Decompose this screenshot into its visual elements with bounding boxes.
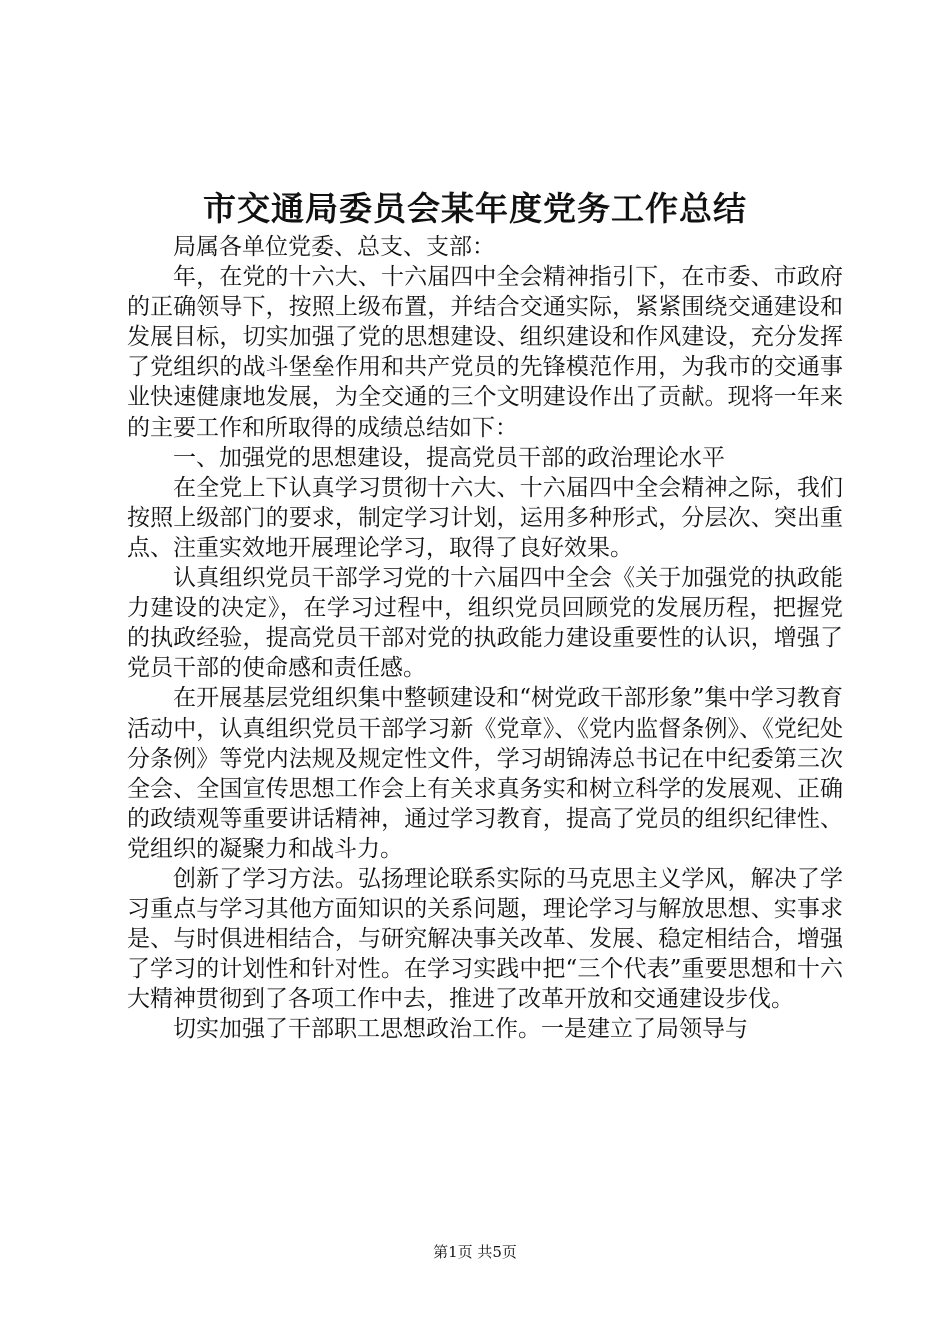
page-number-footer: 第1页 共5页 (433, 1243, 517, 1261)
salutation: 局属各单位党委、总支、支部： (173, 234, 495, 260)
document-body (127, 232, 843, 1045)
document-title: 市交通局委员会某年度党务工作总结 (203, 189, 747, 228)
section-heading: 一、加强党的思想建设，提高党员干部的政治理论水平 (173, 444, 725, 471)
body-paragraph: 认真组织党员干部学习党的十六届四中全会《关于加强党的执政能力建设的决定》，在学习过程中，组织党员回顾党的发展历程，把握党的执政经验，提高党员干部对党的执政能力建设重要性的认识，增强了党员干部的使命感和责任感。 (127, 565, 843, 682)
intro-paragraph: 年，在党的十六大、十六届四中全会精神指引下，在市委、市政府的正确领导下，按照上级布置，并结合交通实际，紧紧围绕交通建设和发展目标，切实加强了党的思想建设、组织建设和作风建设，充分发挥了党组织的战斗堡垒作用和共产党员的先锋模范作用，为我市的交通事业快速健康地发展，为全交通的三个文明建设作出了贡献。现将一年来的主要工作和所取得的成绩总结如下： (127, 264, 843, 441)
body-paragraph: 创新了学习方法。弘扬理论联系实际的马克思主义学风，解决了学习重点与学习其他方面知识的关系问题，理论学习与解放思想、实事求是、与时俱进相结合，与研究解决事关改革、发展、稳定相结合，增强了学习的计划性和针对性。在学习实践中把“三个代表”重要思想和十六大精神贯彻到了各项工作中去，推进了改革开放和交通建设步伐。 (127, 865, 843, 1013)
body-paragraph: 在全党上下认真学习贯彻十六大、十六届四中全会精神之际，我们按照上级部门的要求，制定学习计划，运用多种形式，分层次、突出重点、注重实效地开展理论学习，取得了良好效果。 (127, 474, 843, 561)
body-paragraph: 切实加强了干部职工思想政治工作。一是建立了局领导与 (173, 1016, 748, 1043)
body-paragraph: 在开展基层党组织集中整顿建设和“树党政干部形象”集中学习教育活动中，认真组织党员干部学习新《党章》、《党内监督条例》、《党纪处分条例》等党内法规及规定性文件，学习胡锦涛总书记在中纪委第三次全会、全国宣传思想工作会上有关求真务实和树立科学的发展观、正确的政绩观等重要讲话精神，通过学习教育，提高了党员的组织纪律性、党组织的凝聚力和战斗力。 (127, 685, 843, 862)
